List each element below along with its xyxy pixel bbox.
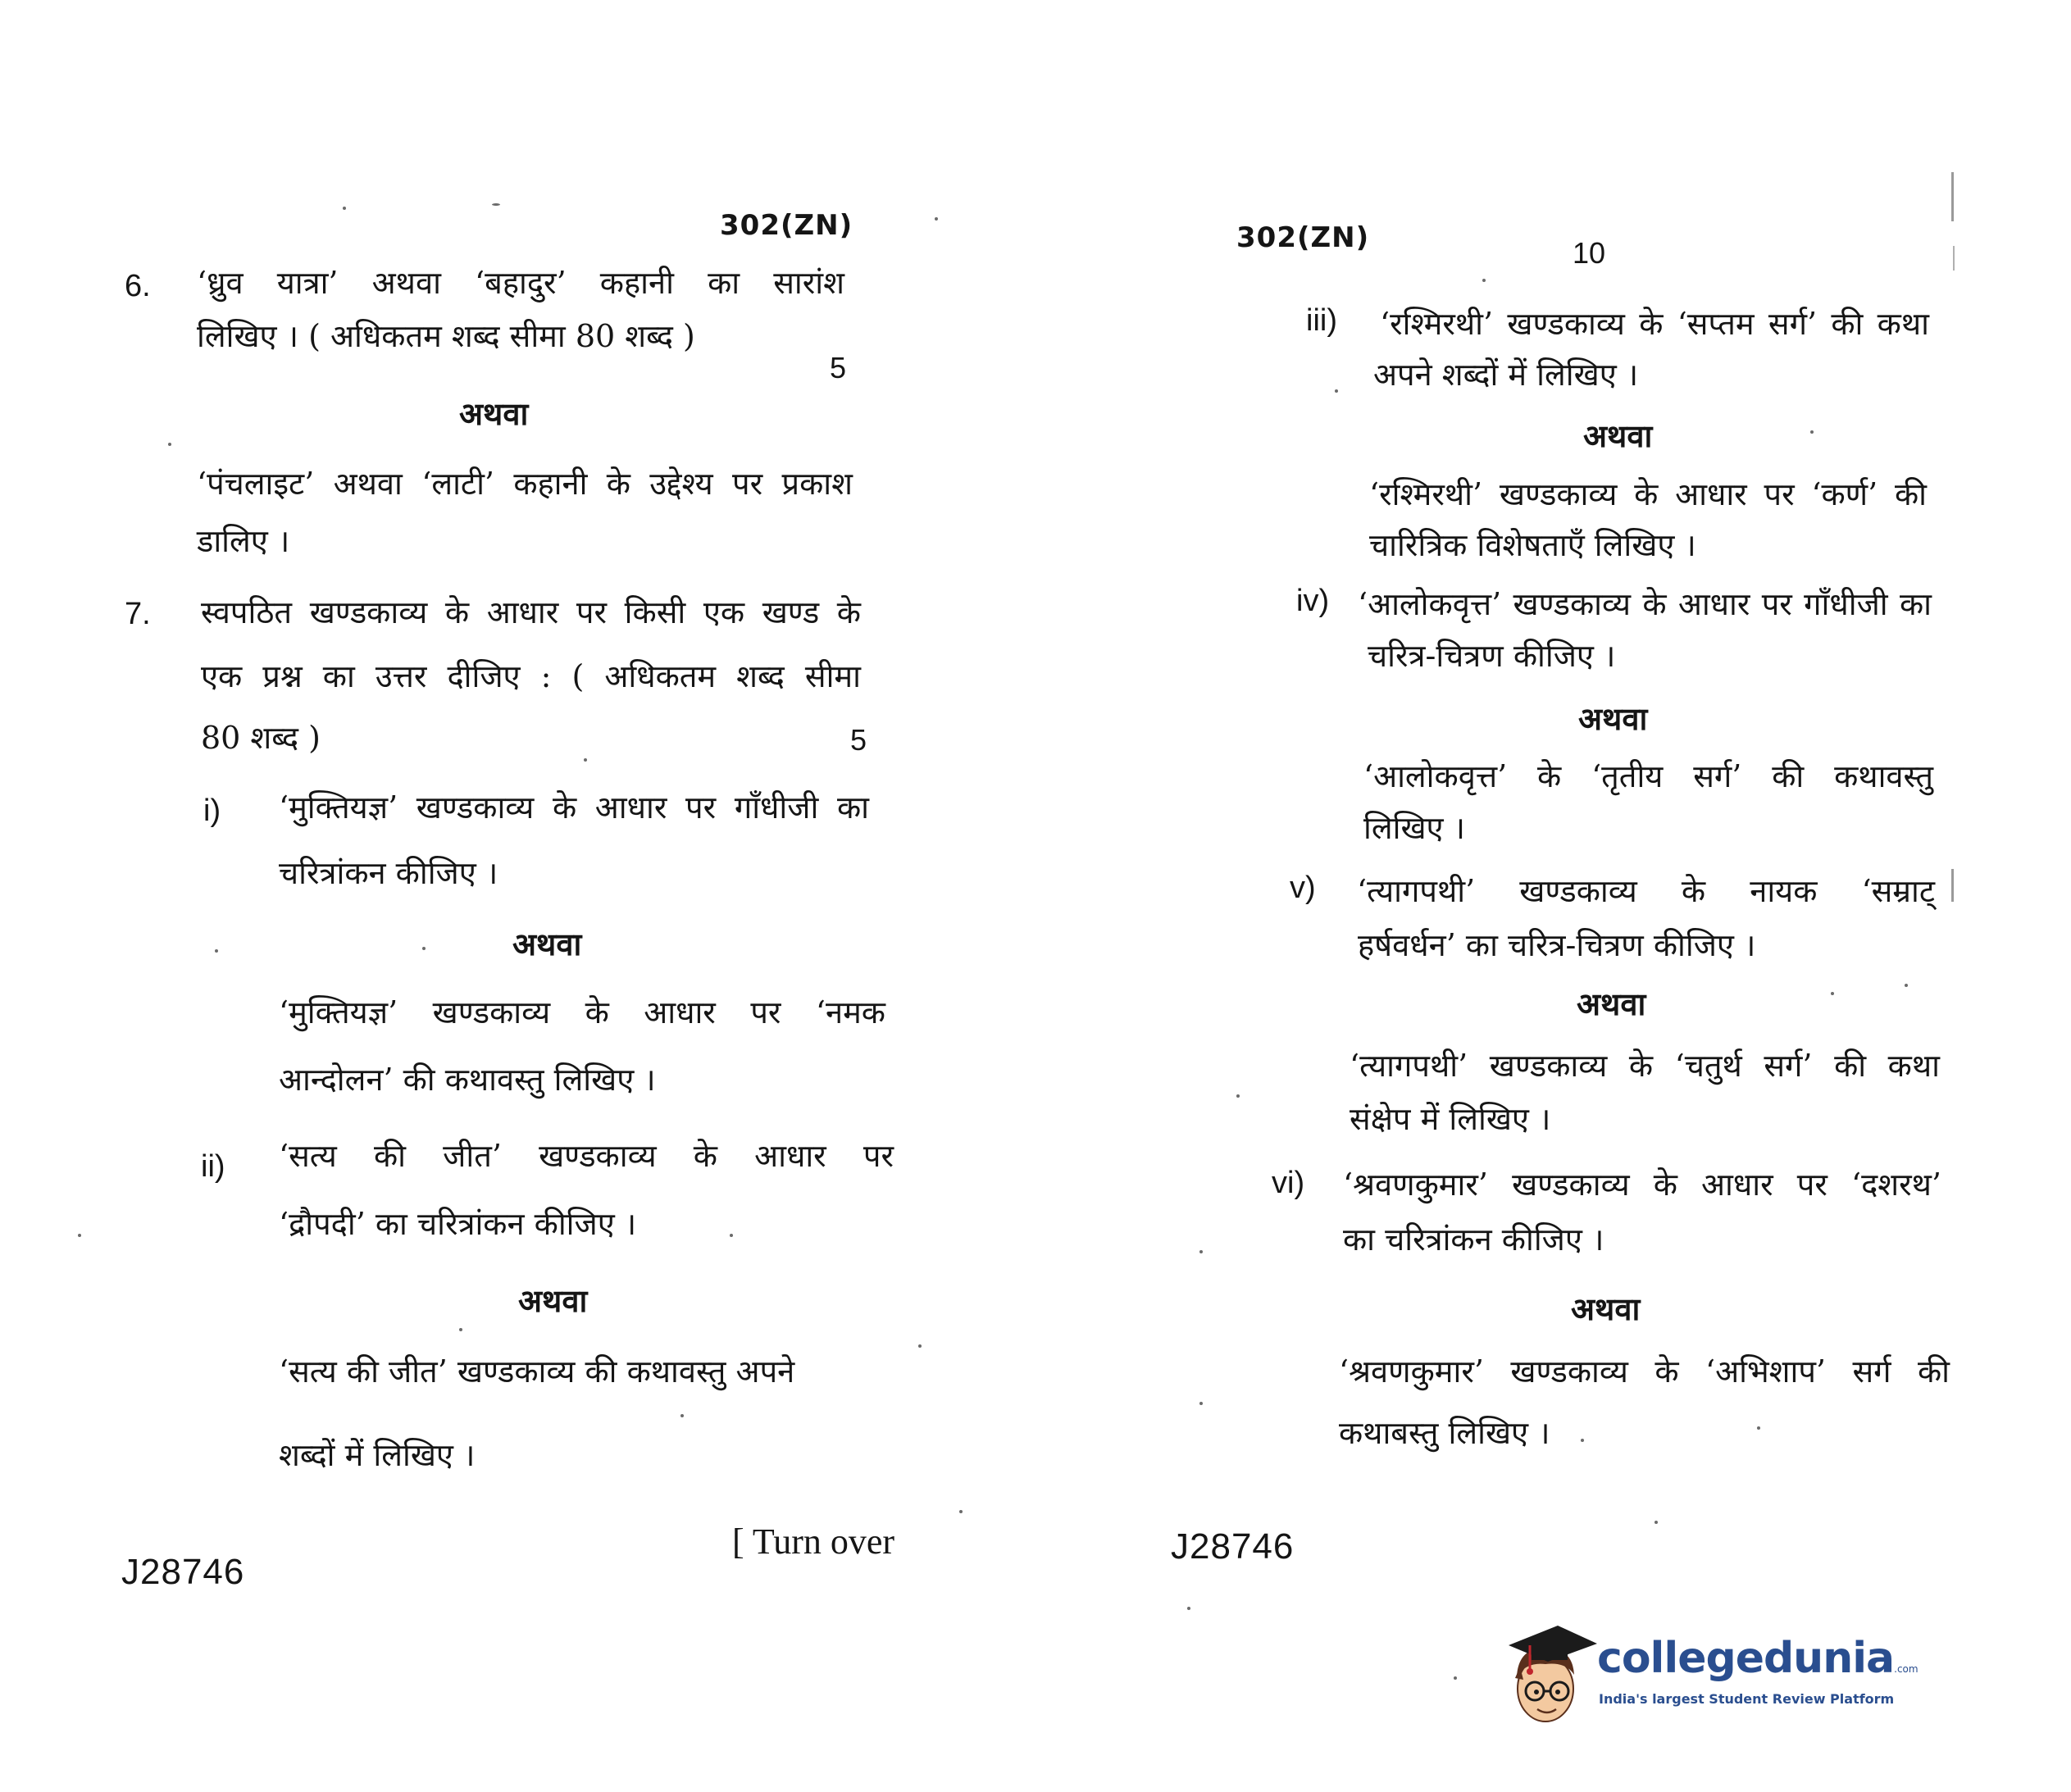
scan-edge-mark xyxy=(1951,172,1954,221)
logo-tagline: India's largest Student Review Platform xyxy=(1599,1691,1895,1707)
question-6-line-1: ‘ध्रुव यात्रा’ अथवा ‘बहादुर’ कहानी का सारांश xyxy=(197,265,844,301)
turn-over-note: [ Turn over xyxy=(732,1521,895,1562)
subquestion-vi-line-2: का चरित्रांकन कीजिए । xyxy=(1343,1221,1604,1258)
or-divider: अथवा xyxy=(1577,985,1646,1022)
question-6-alt-line-1: ‘पंचलाइट’ अथवा ‘लाटी’ कहानी के उद्देश्य पर प्रकाश xyxy=(197,466,853,502)
question-number: 7. xyxy=(125,597,151,631)
subquestion-label: vi) xyxy=(1272,1166,1305,1200)
logo-brand-text: collegedunia xyxy=(1597,1634,1895,1683)
logo-wordmark xyxy=(1597,1634,1919,1683)
subquestion-label: iii) xyxy=(1306,303,1337,338)
speck xyxy=(1757,1426,1760,1430)
logo-domain-suffix: .com xyxy=(1894,1663,1919,1675)
or-divider: अथवा xyxy=(459,395,529,432)
paper-code: 302(ZN) xyxy=(1236,221,1370,254)
footer-code: J28746 xyxy=(1171,1526,1295,1567)
subquestion-ii-line-1: ‘सत्य की जीत’ खण्डकाव्य के आधार पर xyxy=(279,1138,894,1174)
speck xyxy=(918,1344,922,1348)
collegedunia-logo xyxy=(1500,1619,1919,1734)
speck xyxy=(584,758,587,762)
speck xyxy=(1905,984,1908,987)
or-divider: अथवा xyxy=(1583,417,1653,454)
question-6-alt-line-2: डालिए । xyxy=(197,523,290,559)
subquestion-v-line-1: ‘त्यागपथी’ खण्डकाव्य के नायक ‘सम्राट् xyxy=(1357,873,1935,909)
speck xyxy=(168,443,171,446)
subquestion-iii-line-2: अपने शब्दों में लिखिए । xyxy=(1373,357,1639,393)
question-number: 6. xyxy=(125,269,151,303)
speck xyxy=(680,1414,684,1417)
subquestion-i-line-2: चरित्रांकन कीजिए । xyxy=(279,855,498,891)
speck xyxy=(1187,1607,1190,1610)
subquestion-vi-alt-line-2: कथाबस्तु लिखिए । xyxy=(1339,1415,1550,1451)
question-6-line-2: लिखिए । ( अधिकतम शब्द सीमा 80 शब्द ) xyxy=(197,318,695,354)
page-number: 10 xyxy=(1573,236,1606,270)
question-7-line-2: एक प्रश्न का उत्तर दीजिए : ( अधिकतम शब्द सीमा xyxy=(201,658,861,694)
subquestion-iii-alt-line-1: ‘रश्मिरथी’ खण्डकाव्य के आधार पर ‘कर्ण’ की xyxy=(1369,476,1927,512)
or-divider: अथवा xyxy=(512,926,582,962)
speck xyxy=(78,1234,81,1237)
speck xyxy=(1236,1094,1240,1098)
subquestion-ii-alt-line-1: ‘सत्य की जीत’ खण्डकाव्य की कथावस्तु अपने xyxy=(279,1353,795,1389)
speck xyxy=(215,949,218,953)
subquestion-vi-alt-line-1: ‘श्रवणकुमार’ खण्डकाव्य के ‘अभिशाप’ सर्ग की xyxy=(1339,1353,1950,1389)
question-7-line-1: स्वपठित खण्डकाव्य के आधार पर किसी एक खण्ड के xyxy=(201,594,861,630)
subquestion-label: i) xyxy=(203,794,221,828)
right-page xyxy=(1036,0,2071,1792)
speck xyxy=(1655,1521,1658,1524)
speck xyxy=(1810,430,1814,434)
or-divider: अथवा xyxy=(1578,700,1648,737)
question-6-marks: 5 xyxy=(830,351,847,384)
paper-code: 302(ZN) xyxy=(720,209,853,242)
subquestion-iv-line-2: चरित्र-चित्रण कीजिए । xyxy=(1368,638,1616,674)
subquestion-ii-alt-line-2: शब्दों में लिखिए । xyxy=(279,1437,476,1473)
speck xyxy=(1199,1402,1203,1405)
subquestion-vi-line-1: ‘श्रवणकुमार’ खण्डकाव्य के आधार पर ‘दशरथ’ xyxy=(1343,1167,1941,1203)
subquestion-i-line-1: ‘मुक्तियज्ञ’ खण्डकाव्य के आधार पर गाँधीजी का xyxy=(279,789,869,826)
speck xyxy=(459,1328,462,1331)
subquestion-label: v) xyxy=(1290,871,1316,905)
subquestion-i-alt-line-1: ‘मुक्तियज्ञ’ खण्डकाव्य के आधार पर ‘नमक xyxy=(279,994,885,1030)
speck xyxy=(1831,992,1834,995)
subquestion-ii-line-2: ‘द्रौपदी’ का चरित्रांकन कीजिए । xyxy=(279,1206,637,1242)
mascot-icon xyxy=(1500,1619,1599,1734)
subquestion-v-line-2: हर्षवर्धन’ का चरित्र-चित्रण कीजिए । xyxy=(1358,927,1756,963)
question-7-line-3: 80 शब्द ) xyxy=(201,720,321,756)
subquestion-iv-alt-line-2: लिखिए । xyxy=(1363,810,1466,846)
subquestion-iii-alt-line-2: चारित्रिक विशेषताएँ लिखिए । xyxy=(1369,527,1696,563)
subquestion-label: ii) xyxy=(201,1149,225,1184)
or-divider: अथवा xyxy=(1571,1290,1641,1327)
scan-edge-mark xyxy=(1951,869,1954,902)
subquestion-v-alt-line-1: ‘त्यागपथी’ खण्डकाव्य के ‘चतुर्थ सर्ग’ की कथा xyxy=(1350,1048,1940,1084)
speck xyxy=(1199,1250,1203,1253)
speck xyxy=(1482,279,1486,282)
speck xyxy=(1335,389,1338,393)
subquestion-i-alt-line-2: आन्दोलन’ की कथावस्तु लिखिए । xyxy=(279,1062,656,1098)
speck xyxy=(343,207,346,210)
subquestion-iv-line-1: ‘आलोकवृत्त’ खण्डकाव्य के आधार पर गाँधीजी का xyxy=(1358,586,1932,622)
speck xyxy=(1454,1676,1457,1680)
scan-edge-mark xyxy=(1953,246,1955,271)
subquestion-v-alt-line-2: संक्षेप में लिखिए । xyxy=(1350,1101,1551,1137)
subquestion-iv-alt-line-1: ‘आलोकवृत्त’ के ‘तृतीय सर्ग’ की कथावस्तु xyxy=(1363,758,1933,794)
subquestion-label: iv) xyxy=(1296,584,1330,618)
speck xyxy=(1581,1439,1584,1442)
speck xyxy=(935,217,938,221)
speck xyxy=(730,1234,733,1237)
speck xyxy=(959,1510,963,1513)
or-divider: अथवा xyxy=(518,1282,588,1319)
footer-code: J28746 xyxy=(121,1552,245,1592)
speck xyxy=(492,203,500,206)
speck xyxy=(422,947,426,950)
subquestion-iii-line-1: ‘रश्मिरथी’ खण्डकाव्य के ‘सप्तम सर्ग’ की कथा xyxy=(1380,306,1929,342)
question-7-marks: 5 xyxy=(850,723,867,757)
